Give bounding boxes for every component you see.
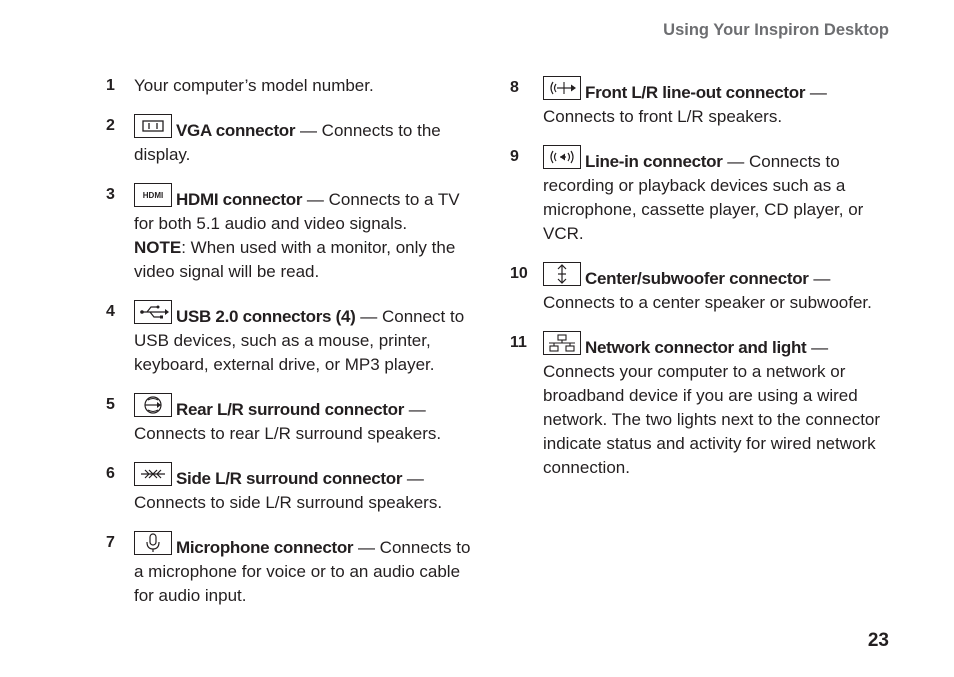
list-item <box>106 393 478 446</box>
item-desc: — Connects to a center speaker or subwoofer. <box>543 269 872 312</box>
item-title: Center/subwoofer connector <box>585 269 809 288</box>
item-number: 8 <box>510 79 519 96</box>
item-title: USB 2.0 connectors (4) <box>176 307 356 326</box>
item-title: Microphone connector <box>176 538 354 557</box>
running-header: Using Your Inspiron Desktop <box>663 21 889 39</box>
item-number: 7 <box>106 534 115 551</box>
item-desc: — Connects to rear L/R surround speakers. <box>134 400 442 443</box>
line-in-icon <box>543 145 581 169</box>
item-text: Your computer’s model number. <box>134 76 374 95</box>
item-number: 10 <box>510 265 528 282</box>
microphone-icon <box>134 531 172 555</box>
list-item <box>510 262 900 315</box>
list-item <box>106 531 478 608</box>
item-desc: — Connects to a microphone for voice or to an audio cable for audio input. <box>134 538 471 605</box>
list-item <box>106 114 478 167</box>
item-number: 3 <box>106 186 115 203</box>
list-item <box>106 74 478 98</box>
list-item <box>106 462 478 515</box>
center-subwoofer-icon <box>543 262 581 286</box>
page-number: 23 <box>867 630 889 651</box>
item-desc: — Connects to front L/R speakers. <box>543 83 827 126</box>
item-number: 9 <box>510 148 519 165</box>
list-item <box>510 331 900 480</box>
item-desc: — Connects your computer to a network or broadband device if you are using a wired network. The two lights next to the connector indicate status and activity for wired network connection. <box>543 338 881 477</box>
item-desc: — Connects to a TV for both 5.1 audio and video signals. <box>134 190 460 233</box>
item-title: Line-in connector <box>585 152 723 171</box>
item-title: VGA connector <box>176 121 296 140</box>
network-icon <box>543 331 581 355</box>
side-surround-icon <box>134 462 172 486</box>
rear-surround-icon <box>134 393 172 417</box>
line-out-icon <box>543 76 581 100</box>
item-number: 11 <box>510 334 527 351</box>
list-item <box>106 300 478 377</box>
note-text: : When used with a monitor, only the video signal will be read. <box>134 238 456 281</box>
item-desc: — Connects to side L/R surround speakers. <box>134 469 443 512</box>
hdmi-icon-label: HDMI <box>142 191 164 200</box>
usb-icon <box>134 300 172 324</box>
left-column <box>106 74 478 624</box>
right-column <box>510 76 900 496</box>
vga-icon <box>134 114 172 138</box>
item-title: Network connector and light <box>585 338 807 357</box>
list-item <box>106 183 478 284</box>
item-title: Rear L/R surround connector <box>176 400 405 419</box>
item-number: 6 <box>106 465 115 482</box>
item-number: 1 <box>106 77 115 94</box>
list-item <box>510 145 900 246</box>
item-desc: — Connect to USB devices, such as a mouse, printer, keyboard, external drive, or MP3 player. <box>134 307 465 374</box>
item-number: 2 <box>106 117 115 134</box>
note-label: NOTE <box>134 238 182 257</box>
item-title: HDMI connector <box>176 190 303 209</box>
hdmi-icon <box>134 183 172 207</box>
item-title: Side L/R surround connector <box>176 469 403 488</box>
item-title: Front L/R line-out connector <box>585 83 806 102</box>
item-number: 5 <box>106 396 115 413</box>
item-desc: — Connects to the display. <box>134 121 441 164</box>
item-number: 4 <box>106 303 115 320</box>
item-desc: — Connects to recording or playback devices such as a microphone, cassette player, CD player, or VCR. <box>543 152 864 243</box>
list-item <box>510 76 900 129</box>
